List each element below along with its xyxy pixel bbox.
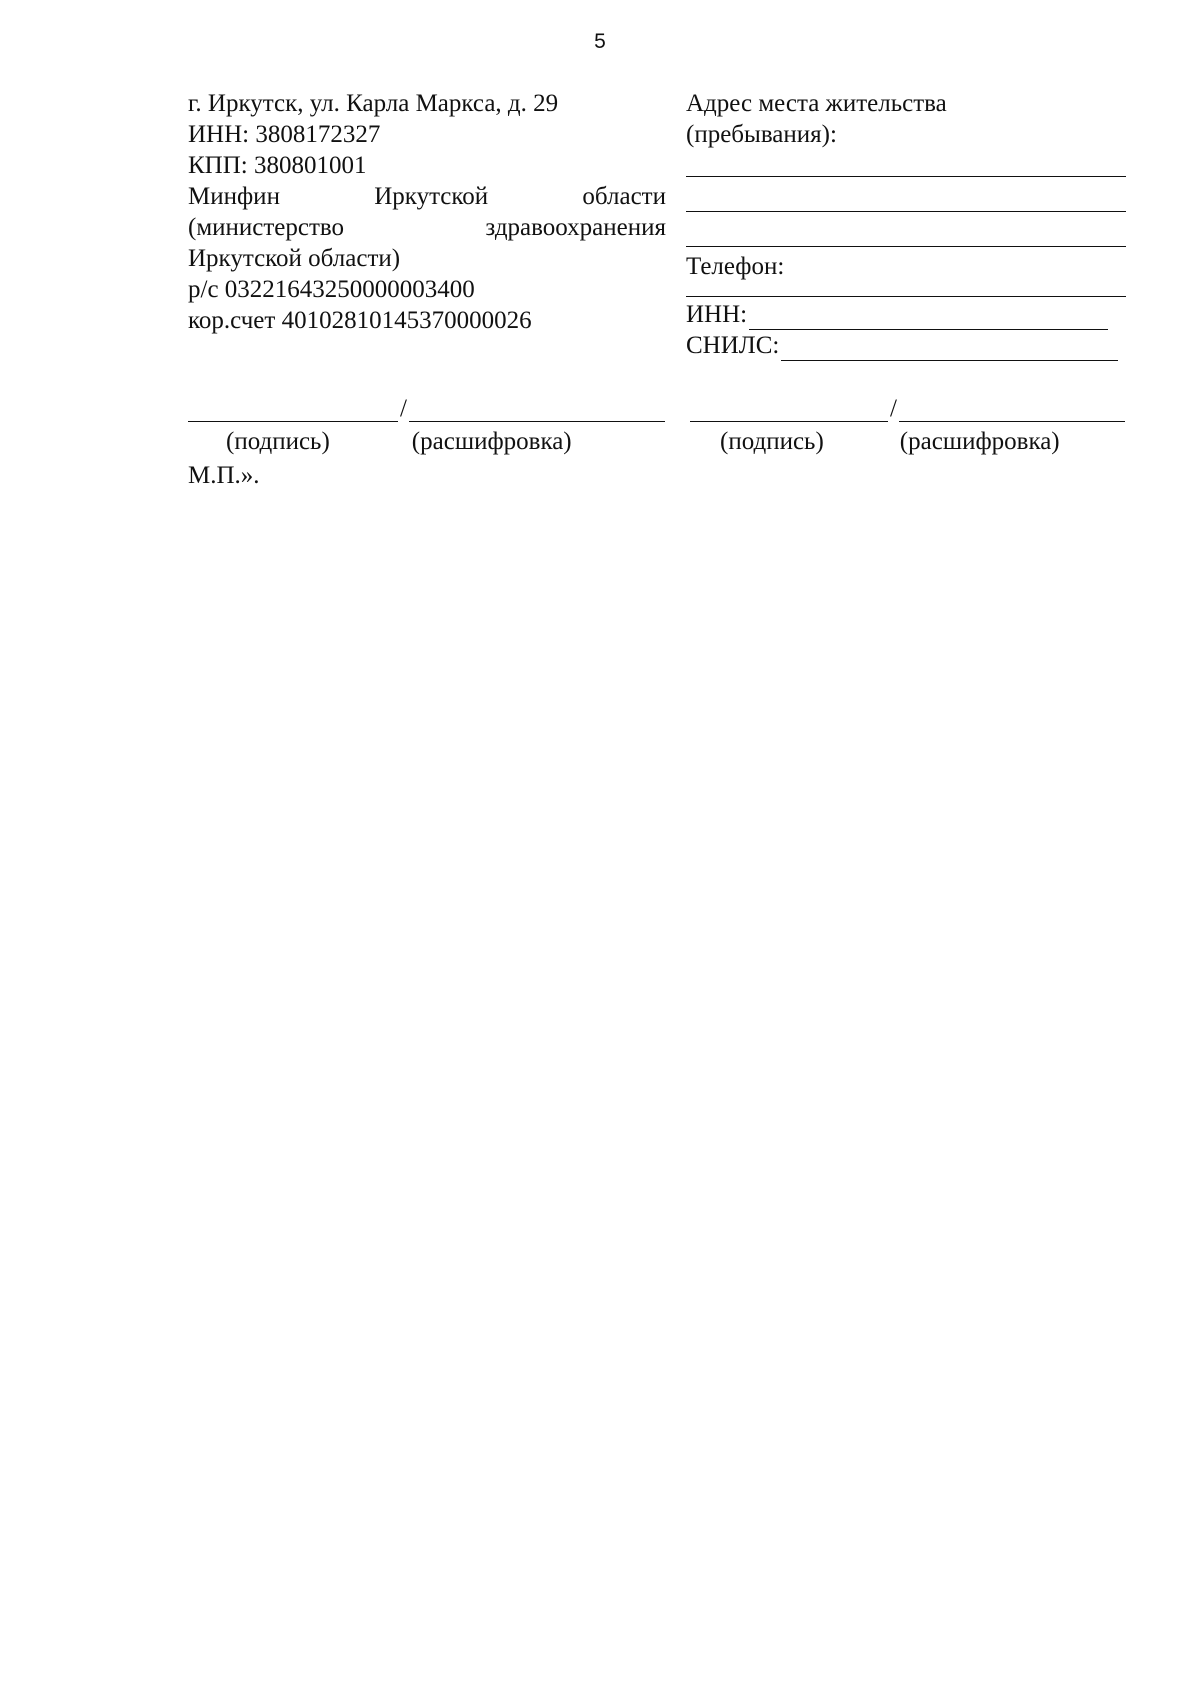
person-decoding-blank[interactable] <box>899 395 1125 422</box>
snils-field[interactable] <box>686 330 1118 361</box>
ministry-word: (министерство <box>188 214 345 241</box>
person-signature-captions <box>720 426 1060 457</box>
snils-label: СНИЛС: <box>686 332 780 359</box>
residence-label-cont: (пребывания): <box>686 121 837 148</box>
recipient-word: Минфин <box>188 183 280 210</box>
organization-address: г. Иркутск, ул. Карла Маркса, д. 29 <box>188 90 559 117</box>
snils-blank[interactable] <box>781 336 1118 361</box>
person-details <box>686 88 1126 361</box>
organization-signature-line[interactable] <box>188 392 665 422</box>
phone-label: Телефон: <box>686 253 785 280</box>
signature-caption: (подпись) <box>720 428 824 455</box>
organization-decoding-blank[interactable] <box>409 395 665 422</box>
page-number: 5 <box>594 30 606 53</box>
organization-signature-blank[interactable] <box>188 395 398 422</box>
person-signature-line[interactable] <box>690 392 1125 422</box>
organization-kpp: КПП: 380801001 <box>188 152 367 179</box>
residence-label: Адрес места жительства <box>686 90 947 117</box>
recipient-word: Иркутской <box>374 183 489 210</box>
ministry-word: здравоохранения <box>485 214 666 241</box>
residence-blank-1[interactable] <box>686 150 1126 177</box>
decoding-caption: (расшифровка) <box>411 428 572 455</box>
stamp-place: М.П.». <box>188 462 260 489</box>
inn-field[interactable] <box>686 299 1108 330</box>
ministry-line <box>188 212 666 243</box>
settlement-account: р/с 03221643250000003400 <box>188 276 475 303</box>
signature-slash: / <box>400 395 407 422</box>
signature-slash: / <box>890 395 897 422</box>
signature-caption: (подпись) <box>226 428 330 455</box>
residence-blank-2[interactable] <box>686 185 1126 212</box>
organization-details <box>188 88 666 336</box>
correspondent-account: кор.счет 40102810145370000026 <box>188 307 532 334</box>
region-line: Иркутской области) <box>188 245 401 272</box>
recipient-word: области <box>582 183 666 210</box>
phone-blank[interactable] <box>686 282 1126 297</box>
person-signature-blank[interactable] <box>690 395 888 422</box>
recipient-line <box>188 181 666 212</box>
residence-blank-3[interactable] <box>686 220 1126 247</box>
organization-inn: ИНН: 3808172327 <box>188 121 381 148</box>
inn-blank[interactable] <box>749 305 1108 330</box>
decoding-caption: (расшифровка) <box>899 428 1060 455</box>
inn-label: ИНН: <box>686 301 748 328</box>
organization-signature-captions <box>226 426 572 457</box>
